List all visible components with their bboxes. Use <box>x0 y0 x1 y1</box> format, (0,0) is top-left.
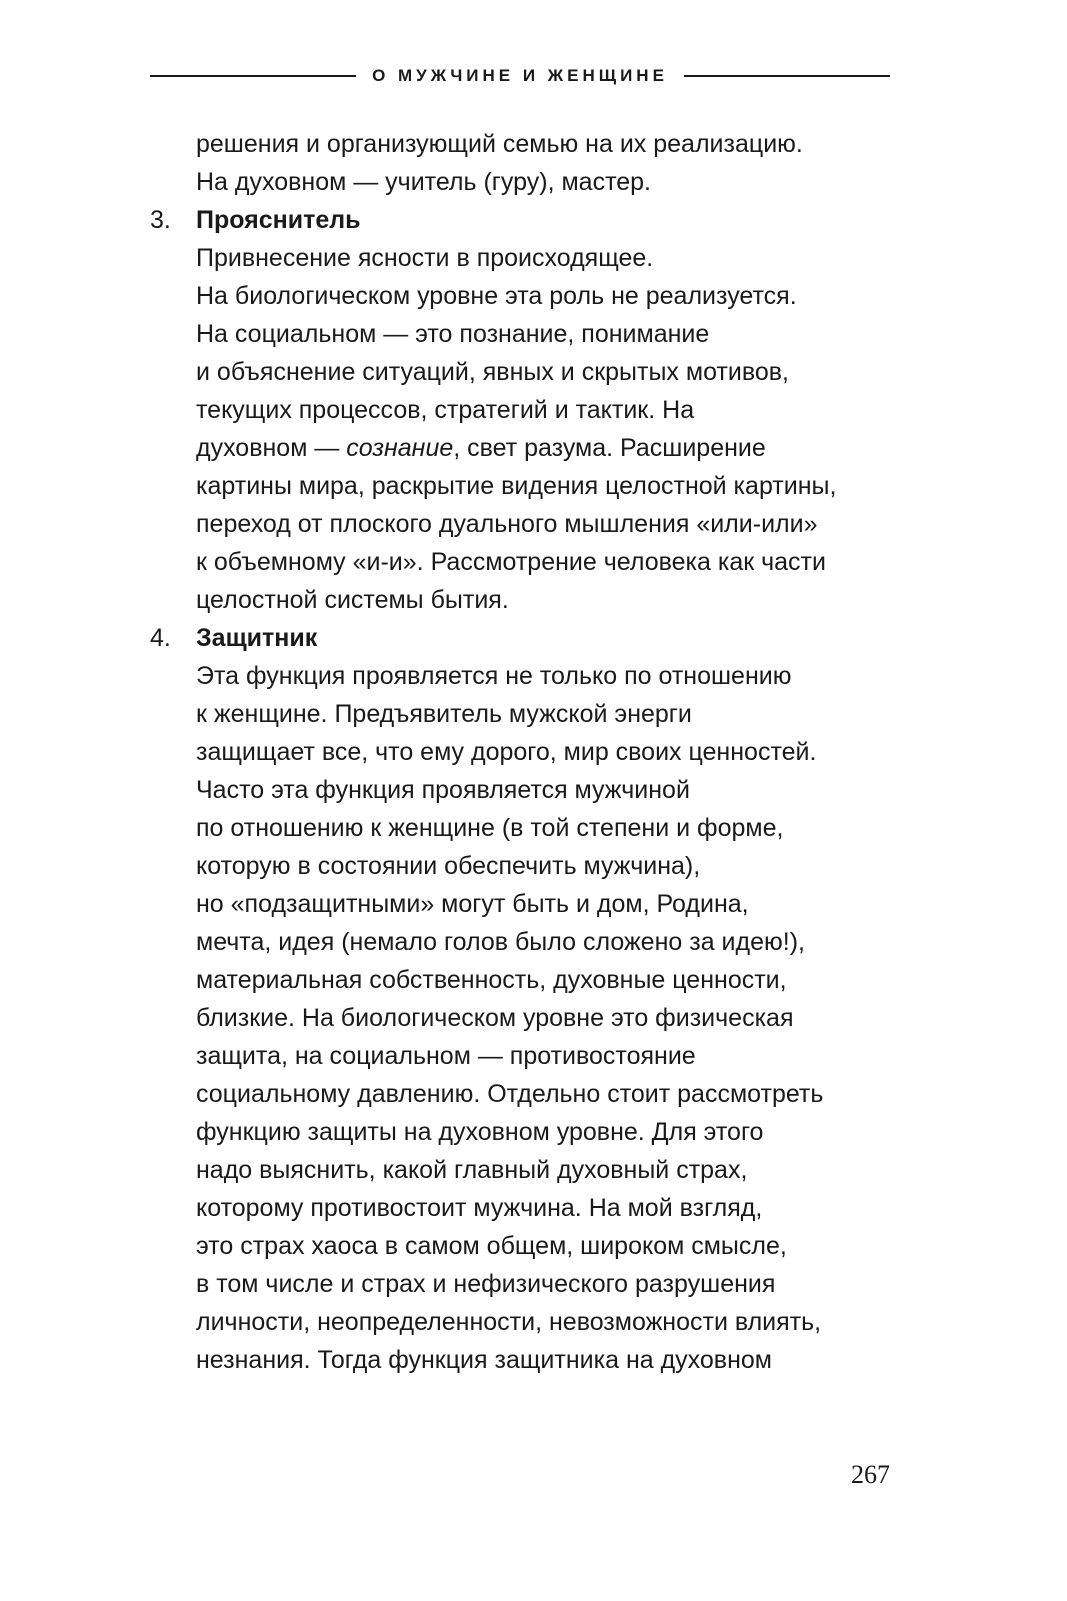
line-text: картины мира, раскрытие видения целостной картины, <box>196 472 837 500</box>
line-text <box>196 429 766 467</box>
text-line <box>0 1341 1067 1379</box>
line-text: надо выяснить, какой главный духовный страх, <box>196 1156 748 1184</box>
line-text: На биологическом уровне эта роль не реализуется. <box>196 282 797 310</box>
text-line <box>0 923 1067 961</box>
list-item-number: 4. <box>150 624 171 652</box>
line-text: Часто эта функция проявляется мужчиной <box>196 776 690 804</box>
list-item-number: 3. <box>150 206 171 234</box>
text-line <box>0 1151 1067 1189</box>
line-text: в том числе и страх и нефизического разрушения <box>196 1270 776 1298</box>
text-line <box>0 163 1067 201</box>
line-text: целостной системы бытия. <box>196 586 509 614</box>
line-text: текущих процессов, стратегий и тактик. На <box>196 396 695 424</box>
text-line <box>0 581 1067 619</box>
text-line <box>0 429 1067 467</box>
line-text: к женщине. Предъявитель мужской энерги <box>196 700 692 728</box>
line-text: и объяснение ситуаций, явных и скрытых мотивов, <box>196 358 789 386</box>
text-line <box>0 733 1067 771</box>
line-text: Эта функция проявляется не только по отношению <box>196 662 792 690</box>
text-line <box>0 1227 1067 1265</box>
line-text: переход от плоского дуального мышления «или-или» <box>196 510 818 538</box>
line-text: На социальном — это познание, понимание <box>196 320 710 348</box>
text-line <box>0 961 1067 999</box>
running-header <box>150 62 890 90</box>
text-line <box>0 391 1067 429</box>
line-text: это страх хаоса в самом общем, широком смысле, <box>196 1232 787 1260</box>
line-text: близкие. На биологическом уровне это физическая <box>196 1004 794 1032</box>
text-line <box>0 885 1067 923</box>
text-line <box>0 1075 1067 1113</box>
line-text: по отношению к женщине (в той степени и форме, <box>196 814 784 842</box>
list-item-title: Защитник <box>196 624 318 652</box>
text-line <box>0 239 1067 277</box>
running-header-title: О МУЖЧИНЕ И ЖЕНЩИНЕ <box>372 66 668 85</box>
page-body <box>0 125 1067 1379</box>
line-text: функцию защиты на духовном уровне. Для этого <box>196 1118 764 1146</box>
page-number: 267 <box>851 1460 890 1489</box>
line-text: личности, неопределенности, невозможности влиять, <box>196 1308 822 1336</box>
line-text: которую в состоянии обеспечить мужчина), <box>196 852 701 880</box>
line-text-start: духовном — <box>196 434 347 462</box>
text-line <box>0 353 1067 391</box>
text-line <box>0 543 1067 581</box>
text-line <box>0 771 1067 809</box>
text-line <box>0 467 1067 505</box>
text-line <box>0 695 1067 733</box>
text-line <box>0 847 1067 885</box>
text-line <box>0 999 1067 1037</box>
line-text: Привнесение ясности в происходящее. <box>196 244 654 272</box>
text-line <box>0 1037 1067 1075</box>
text-line <box>0 277 1067 315</box>
text-line <box>0 1189 1067 1227</box>
line-text: мечта, идея (немало голов было сложено за идею!), <box>196 928 805 956</box>
line-text: решения и организующий семью на их реализацию. <box>196 130 803 158</box>
text-line <box>0 657 1067 695</box>
line-text: незнания. Тогда функция защитника на духовном <box>196 1346 772 1374</box>
text-line <box>0 505 1067 543</box>
text-line <box>0 809 1067 847</box>
line-text: которому противостоит мужчина. На мой взгляд, <box>196 1194 763 1222</box>
list-item-heading <box>0 619 1067 657</box>
line-text: к объемному «и-и». Рассмотрение человека как части <box>196 548 826 576</box>
text-line <box>0 315 1067 353</box>
list-item-title: Прояснитель <box>196 206 361 234</box>
text-line <box>0 125 1067 163</box>
line-text: защищает все, что ему дорого, мир своих ценностей. <box>196 738 817 766</box>
line-text-end: , свет разума. Расширение <box>453 434 766 462</box>
line-text: На духовном — учитель (гуру), мастер. <box>196 168 651 196</box>
line-text: защита, на социальном — противостояние <box>196 1042 696 1070</box>
line-text: социальному давлению. Отдельно стоит рассмотреть <box>196 1080 824 1108</box>
header-rule-right <box>684 75 890 77</box>
emphasized-term: сознание <box>346 434 454 462</box>
line-text: но «подзащитными» могут быть и дом, Родина, <box>196 890 749 918</box>
text-line <box>0 1113 1067 1151</box>
list-item-heading <box>0 201 1067 239</box>
line-text: материальная собственность, духовные ценности, <box>196 966 787 994</box>
text-line <box>0 1265 1067 1303</box>
text-line <box>0 1303 1067 1341</box>
header-rule-left <box>150 75 356 77</box>
